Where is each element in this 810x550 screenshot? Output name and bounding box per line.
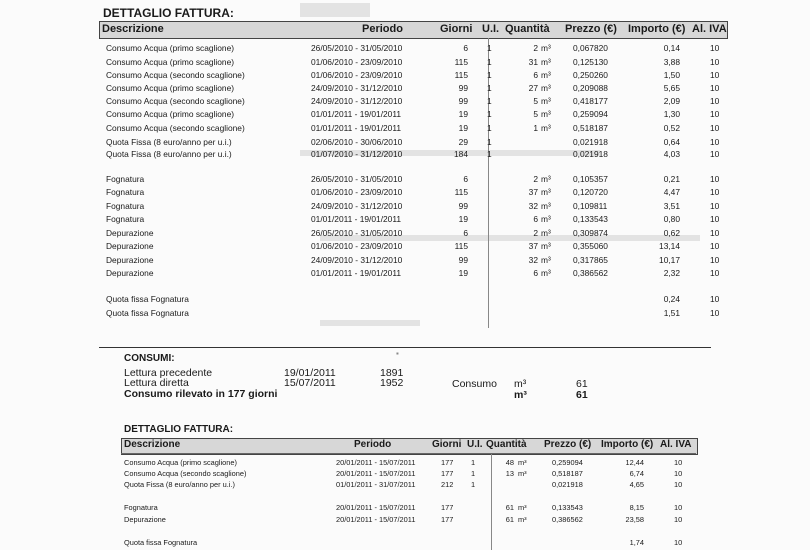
row-importo: 12,44 [625,458,644,467]
row-description: Fognatura [106,201,145,211]
row-importo: 13,14 [659,241,680,251]
row-periodo: 01/06/2010 - 23/09/2010 [311,241,403,251]
row-giorni: 6 [463,174,468,184]
row-quantity: 37 [528,241,538,251]
row-quantity: 6 [533,268,538,278]
row-periodo: 24/09/2010 - 31/12/2010 [311,96,403,106]
row-importo: 0,62 [663,228,680,238]
row-periodo: 26/05/2010 - 31/05/2010 [311,43,403,53]
row-prezzo: 0,518187 [552,469,583,478]
row-periodo: 02/06/2010 - 30/06/2010 [311,137,403,147]
row-description: Quota fissa Fognatura [106,308,189,318]
row-unit: m³ [541,214,551,224]
row-iva: 10 [674,538,683,547]
row-giorni: 115 [454,70,468,80]
row-importo: 1,74 [629,538,644,547]
row-quantity: 5 [533,96,538,106]
row-importo: 4,03 [663,149,680,159]
row-quantity: 48 [505,458,514,467]
row-iva: 10 [710,268,720,278]
row-importo: 0,21 [663,174,680,184]
row-description: Consumo Acqua (primo scaglione) [106,109,235,119]
row-periodo: 24/09/2010 - 31/12/2010 [311,201,403,211]
row-giorni: 99 [458,255,468,265]
row-giorni: 115 [454,187,468,197]
lettura-diretta-label: Lettura diretta [124,377,189,389]
row-importo: 4,65 [629,480,644,489]
row-unit: m³ [541,241,551,251]
section2-header-prezzo: Prezzo (€) [544,439,592,450]
row-ui: 1 [487,123,492,133]
row-prezzo: 0,250260 [573,70,608,80]
row-ui: 1 [487,43,492,53]
row-quantity: 32 [528,201,538,211]
row-description: Depurazione [106,228,154,238]
row-periodo: 01/06/2010 - 23/09/2010 [311,57,403,67]
row-prezzo: 0,133543 [552,503,583,512]
row-unit: m³ [541,123,551,133]
row-giorni: 177 [441,503,454,512]
row-iva: 10 [710,96,720,106]
row-quantity: 27 [528,83,538,93]
row-giorni: 99 [458,83,468,93]
row-prezzo: 0,125130 [573,57,608,67]
row-giorni: 6 [463,228,468,238]
row-prezzo: 0,105357 [573,174,608,184]
row-ui: 1 [487,70,492,80]
lettura-precedente-date: 19/01/2011 [284,367,336,379]
row-iva: 10 [674,458,683,467]
row-importo: 5,65 [663,83,680,93]
row-quantity: 6 [533,70,538,80]
row-ui: 1 [487,83,492,93]
row-iva: 10 [710,83,720,93]
row-periodo: 26/05/2010 - 31/05/2010 [311,174,403,184]
row-iva: 10 [710,255,720,265]
row-prezzo: 0,518187 [573,123,608,133]
row-unit: m³ [541,255,551,265]
row-iva: 10 [710,201,720,211]
section1-header-importo: Importo (€) [628,23,686,35]
section1-header-quantita: Quantità [505,23,550,35]
row-unit: m³ [541,268,551,278]
row-quantity: 32 [528,255,538,265]
row-periodo: 01/01/2011 - 31/07/2011 [336,480,416,489]
row-description: Depurazione [106,255,154,265]
section2-header-quantita: Quantità [486,439,527,450]
row-description: Quota Fissa (8 euro/anno per u.i.) [106,137,232,147]
row-ui: 1 [487,57,492,67]
row-importo: 2,09 [663,96,680,106]
row-iva: 10 [710,43,720,53]
row-unit: m³ [541,70,551,80]
lettura-precedente-label: Lettura precedente [124,367,213,379]
row-prezzo: 0,209088 [573,83,608,93]
row-periodo: 01/06/2010 - 23/09/2010 [311,187,403,197]
row-unit: m³ [541,83,551,93]
row-description: Fognatura [106,214,145,224]
row-description: Fognatura [106,187,145,197]
row-quantity: 2 [533,228,538,238]
row-importo: 1,50 [663,70,680,80]
row-description: Quota fissa Fognatura [124,538,198,547]
row-giorni: 19 [458,214,468,224]
row-periodo: 24/09/2010 - 31/12/2010 [311,83,403,93]
row-iva: 10 [674,515,683,524]
section1-header-giorni: Giorni [440,23,473,35]
row-prezzo: 0,259094 [552,458,583,467]
row-ui: 1 [471,458,476,467]
row-iva: 10 [710,109,720,119]
row-giorni: 19 [458,123,468,133]
row-iva: 10 [710,214,720,224]
section1-header-ui: U.I. [482,23,500,35]
row-iva: 10 [710,57,720,67]
row-periodo: 01/01/2011 - 19/01/2011 [311,123,402,133]
row-description: Depurazione [106,268,154,278]
row-prezzo: 0,133543 [573,214,608,224]
row-description: Quota fissa Fognatura [106,294,189,304]
row-iva: 10 [710,187,720,197]
row-iva: 10 [674,480,683,489]
consumo-rilevato-label: Consumo rilevato in 177 giorni [124,388,278,400]
row-unit: m³ [541,228,551,238]
section2-header-ui: U.I. [467,439,483,450]
row-quantity: 61 [505,503,514,512]
row-unit: m³ [541,43,551,53]
row-prezzo: 0,386562 [552,515,583,524]
row-giorni: 184 [454,149,468,159]
row-periodo: 20/01/2011 - 15/07/2011 [336,515,416,524]
row-ui: 1 [487,96,492,106]
consumo-rilevato-unit: m³ [514,389,527,401]
row-giorni: 29 [458,137,468,147]
row-periodo: 26/05/2010 - 31/05/2010 [311,228,403,238]
row-periodo: 01/01/2011 - 19/01/2011 [311,214,402,224]
row-importo: 2,32 [663,268,680,278]
row-periodo: 01/06/2010 - 23/09/2010 [311,70,403,80]
row-iva: 10 [710,70,720,80]
row-periodo: 20/01/2011 - 15/07/2011 [336,469,416,478]
row-giorni: 99 [458,201,468,211]
row-description: Quota Fissa (8 euro/anno per u.i.) [124,480,235,489]
consumo-unit: m³ [514,378,527,390]
row-ui: 1 [471,469,476,478]
row-ui: 1 [487,149,492,159]
row-giorni: 177 [441,515,454,524]
row-periodo: 20/01/2011 - 15/07/2011 [336,458,416,467]
section1-header-descrizione: Descrizione [102,23,164,35]
row-description: Depurazione [124,515,166,524]
row-importo: 4,47 [663,187,680,197]
row-description: Consumo Acqua (primo scaglione) [106,57,235,67]
section2-title: DETTAGLIO FATTURA: [124,424,234,435]
row-importo: 1,51 [663,308,680,318]
row-quantity: 13 [505,469,514,478]
row-quantity: 5 [533,109,538,119]
row-prezzo: 0,259094 [573,109,608,119]
lettura-precedente-value: 1891 [380,367,404,379]
row-ui: 1 [487,137,492,147]
section2-header-aliva: Al. IVA [660,439,692,450]
row-periodo: 24/09/2010 - 31/12/2010 [311,255,403,265]
row-iva: 10 [674,503,683,512]
row-prezzo: 0,021918 [573,137,608,147]
row-prezzo: 0,109811 [573,201,608,211]
row-giorni: 115 [454,57,468,67]
row-giorni: 212 [441,480,454,489]
row-iva: 10 [710,241,720,251]
row-periodo: 01/01/2011 - 19/01/2011 [311,109,402,119]
row-quantity: 6 [533,214,538,224]
row-periodo: 01/01/2011 - 19/01/2011 [311,268,402,278]
row-description: Quota Fissa (8 euro/anno per u.i.) [106,149,232,159]
row-importo: 23,58 [625,515,644,524]
row-prezzo: 0,309874 [573,228,608,238]
row-prezzo: 0,386562 [573,268,608,278]
row-ui: 1 [487,109,492,119]
section2-header-importo: Importo (€) [601,439,654,450]
row-iva: 10 [710,294,720,304]
row-unit: m³ [518,503,527,512]
consumo-rilevato-value: 61 [576,389,588,401]
row-iva: 10 [710,308,720,318]
row-description: Consumo Acqua (primo scaglione) [106,43,235,53]
lettura-diretta-date: 15/07/2011 [284,377,336,389]
row-prezzo: 0,317865 [573,255,608,265]
row-giorni: 19 [458,268,468,278]
section1-header-periodo: Periodo [362,23,403,35]
row-iva: 10 [710,228,720,238]
consumo-label: Consumo [452,378,497,390]
row-importo: 3,51 [663,201,680,211]
row-quantity: 2 [533,43,538,53]
row-quantity: 31 [528,57,538,67]
row-description: Fognatura [124,503,158,512]
row-iva: 10 [710,149,720,159]
row-description: Consumo Acqua (primo scaglione) [124,458,237,467]
row-giorni: 177 [441,458,454,467]
row-description: Consumo Acqua (primo scaglione) [106,83,235,93]
row-prezzo: 0,418177 [573,96,608,106]
row-quantity: 61 [505,515,514,524]
row-quantity: 2 [533,174,538,184]
row-importo: 0,52 [663,123,680,133]
row-giorni: 115 [454,241,468,251]
row-unit: m³ [541,96,551,106]
row-prezzo: 0,355060 [573,241,608,251]
row-periodo: 20/01/2011 - 15/07/2011 [336,503,416,512]
row-prezzo: 0,067820 [573,43,608,53]
row-unit: m³ [541,174,551,184]
row-giorni: 19 [458,109,468,119]
section1-title: DETTAGLIO FATTURA: [103,6,234,20]
section2-header-giorni: Giorni [432,439,462,450]
row-importo: 0,24 [663,294,680,304]
row-description: Consumo Acqua (secondo scaglione) [106,70,245,80]
section2-header-descrizione: Descrizione [124,439,181,450]
row-importo: 6,74 [629,469,644,478]
row-prezzo: 0,120720 [573,187,608,197]
row-unit: m³ [541,109,551,119]
row-importo: 0,64 [663,137,680,147]
row-description: Depurazione [106,241,154,251]
row-unit: m³ [541,201,551,211]
row-quantity: 37 [528,187,538,197]
row-importo: 0,80 [663,214,680,224]
row-description: Consumo Acqua (secondo scaglione) [106,96,245,106]
row-giorni: 99 [458,96,468,106]
row-unit: m³ [518,515,527,524]
row-iva: 10 [710,123,720,133]
row-giorni: 6 [463,43,468,53]
row-unit: m³ [541,57,551,67]
row-quantity: 1 [533,123,538,133]
row-periodo: 01/07/2010 - 31/12/2010 [311,149,403,159]
row-prezzo: 0,021918 [573,149,608,159]
lettura-diretta-value: 1952 [380,377,404,389]
row-description: Consumo Acqua (secondo scaglione) [106,123,245,133]
row-importo: 0,14 [663,43,680,53]
section2-header-periodo: Periodo [354,439,392,450]
section1-bottom-rule [99,347,711,348]
row-giorni: 177 [441,469,454,478]
row-importo: 3,88 [663,57,680,67]
consumo-value: 61 [576,378,588,390]
section1-header-prezzo: Prezzo (€) [565,23,617,35]
row-importo: 10,17 [659,255,680,265]
row-prezzo: 0,021918 [552,480,583,489]
row-iva: 10 [710,137,720,147]
row-iva: 10 [674,469,683,478]
row-unit: m³ [541,187,551,197]
small-dot: ▪ [396,349,399,358]
row-importo: 1,30 [663,109,680,119]
row-iva: 10 [710,174,720,184]
row-description: Fognatura [106,174,145,184]
row-unit: m³ [518,458,527,467]
row-description: Consumo Acqua (secondo scaglione) [124,469,247,478]
row-importo: 8,15 [629,503,644,512]
row-unit: m³ [518,469,527,478]
row-ui: 1 [471,480,476,489]
consumi-title: CONSUMI: [124,353,175,364]
section1-header-aliva: Al. IVA [692,23,727,35]
